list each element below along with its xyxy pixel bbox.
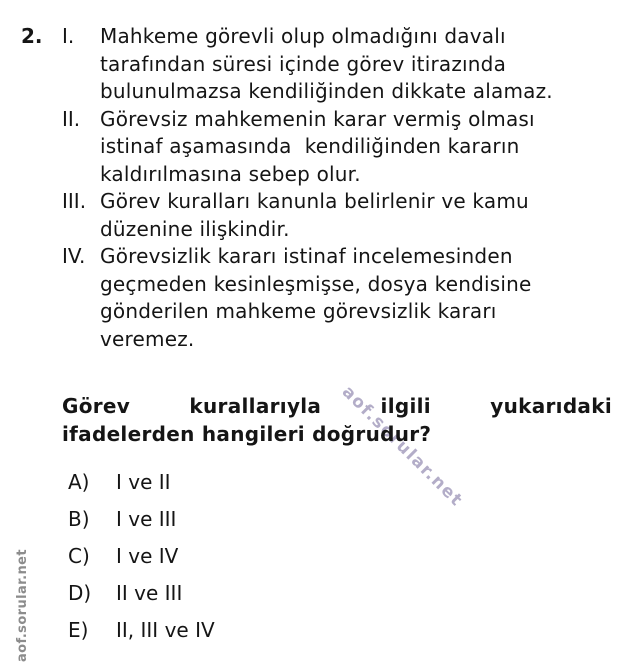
- statement-line: istinaf aşamasında kendiliğinden kararın: [100, 134, 520, 158]
- option-letter: B): [68, 507, 90, 531]
- option-letter: A): [68, 470, 90, 494]
- statement-numeral: III.: [62, 189, 87, 213]
- statement-line: bulunulmazsa kendiliğinden dikkate alamaz.: [100, 79, 553, 103]
- statement-numeral: IV.: [62, 244, 86, 268]
- statement-line: Görev kuralları kanunla belirlenir ve kamu: [100, 189, 529, 213]
- watermark-vertical-site-name: aof.sorular.net: [15, 549, 30, 662]
- statements-list: [62, 23, 614, 353]
- statement-numeral: II.: [62, 106, 81, 131]
- option-text: I ve IV: [116, 544, 179, 568]
- statement-line: düzenine ilişkindir.: [100, 216, 290, 241]
- watermark-diagonal: aof.sorular.net: [337, 382, 467, 511]
- statement-item: [62, 23, 614, 106]
- options-list: [68, 471, 215, 656]
- statement-numeral: I.: [62, 24, 75, 48]
- option-row: [68, 545, 215, 567]
- option-text: II, III ve IV: [116, 618, 215, 642]
- statement-line: kaldırılmasına sebep olur.: [100, 161, 361, 186]
- option-row: [68, 508, 215, 530]
- option-letter: E): [68, 618, 89, 642]
- option-text: II ve III: [116, 581, 183, 605]
- statement-line: tarafından süresi içinde görev itirazında: [100, 51, 507, 76]
- option-letter: D): [68, 581, 92, 605]
- option-row: [68, 582, 215, 604]
- option-text: I ve II: [116, 470, 171, 494]
- statement-text: [100, 106, 614, 189]
- statement-item: [62, 188, 614, 243]
- statement-line: Mahkeme görevli olup olmadığını davalı: [100, 24, 506, 48]
- statement-text: [100, 23, 614, 106]
- question-number: 2.: [21, 24, 43, 48]
- option-letter: C): [68, 544, 90, 568]
- question-stem-line: Görev kurallarıyla ilgili yukarıdaki: [62, 394, 612, 418]
- statement-line: Görevsiz mahkemenin karar vermiş olması: [100, 106, 535, 131]
- question-stem: [62, 392, 612, 448]
- option-row: [68, 619, 215, 641]
- statement-text: [100, 188, 614, 243]
- statement-line: Görevsizlik kararı istinaf incelemesinden: [100, 244, 513, 268]
- option-row: [68, 471, 215, 493]
- statement-line: veremez.: [100, 326, 195, 351]
- statement-line: gönderilen mahkeme görevsizlik kararı: [100, 299, 497, 323]
- statement-item: [62, 106, 614, 189]
- statement-item: [62, 243, 614, 353]
- question-stem-line: ifadelerden hangileri doğrudur?: [62, 422, 432, 446]
- statement-line: geçmeden kesinleşmişse, dosya kendisine: [100, 271, 532, 296]
- option-text: I ve III: [116, 507, 177, 531]
- statement-text: [100, 243, 614, 353]
